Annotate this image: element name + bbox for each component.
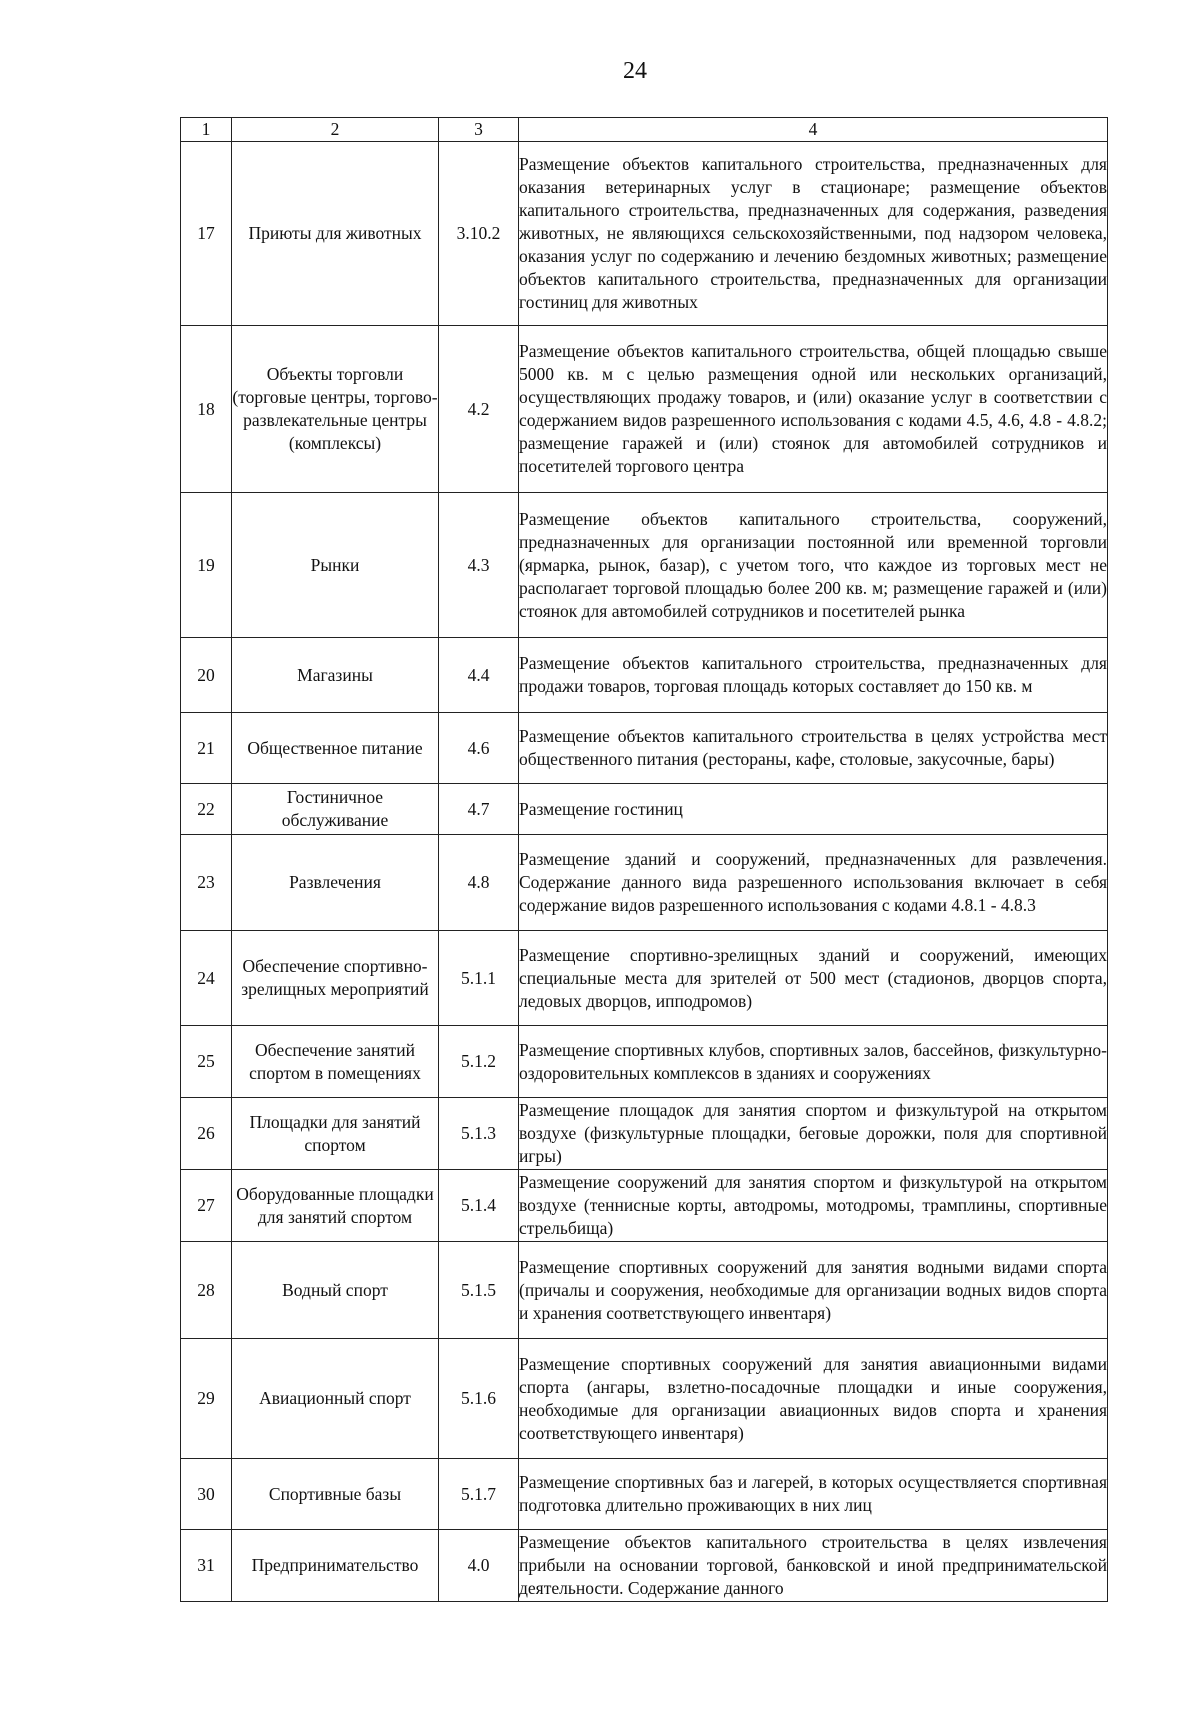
column-header: 1 — [181, 118, 232, 142]
use-code: 5.1.3 — [439, 1098, 519, 1170]
row-number: 25 — [181, 1026, 232, 1098]
land-use-table — [180, 117, 1108, 1602]
use-code: 5.1.7 — [439, 1459, 519, 1530]
row-number: 20 — [181, 638, 232, 713]
row-number: 17 — [181, 142, 232, 326]
table-row — [181, 1026, 1108, 1098]
row-number: 26 — [181, 1098, 232, 1170]
row-number: 24 — [181, 931, 232, 1026]
use-description: Размещение объектов капитального строительства, общей площадью свыше 5000 кв. м с целью размещения одной или нескольких организаций, осуществляющих продажу товаров, и (или) оказание услуг в соответствии с содержанием видов разрешенного использования с кодами 4.5, 4.6, 4.8 - 4.8.2; размещение гаражей и (или) стоянок для автомобилей сотрудников и посетителей торгового центра — [519, 326, 1108, 493]
table-row — [181, 493, 1108, 638]
row-number: 18 — [181, 326, 232, 493]
use-code: 4.7 — [439, 784, 519, 835]
use-name: Рынки — [232, 493, 439, 638]
use-code: 4.0 — [439, 1530, 519, 1602]
use-description: Размещение объектов капитального строительства, сооружений, предназначенных для организации постоянной или временной торговли (ярмарка, рынок, базар), с учетом того, что каждое из торговых мест не располагает торговой площадью более 200 кв. м; размещение гаражей и (или) стоянок для автомобилей сотрудников и посетителей рынка — [519, 493, 1108, 638]
use-code: 5.1.4 — [439, 1170, 519, 1242]
use-name: Предпринимательство — [232, 1530, 439, 1602]
table-row — [181, 1170, 1108, 1242]
use-name: Магазины — [232, 638, 439, 713]
use-name: Спортивные базы — [232, 1459, 439, 1530]
use-name: Оборудованные площадки для занятий спортом — [232, 1170, 439, 1242]
use-description: Размещение объектов капитального строительства в целях извлечения прибыли на основании торговой, банковской и иной предпринимательской деятельности. Содержание данного — [519, 1530, 1108, 1602]
use-code: 4.4 — [439, 638, 519, 713]
table-row — [181, 713, 1108, 784]
row-number: 27 — [181, 1170, 232, 1242]
table-row — [181, 1242, 1108, 1339]
use-code: 4.3 — [439, 493, 519, 638]
use-description: Размещение спортивно-зрелищных зданий и сооружений, имеющих специальные места для зрителей от 500 мест (стадионов, дворцов спорта, ледовых дворцов, ипподромов) — [519, 931, 1108, 1026]
use-description: Размещение спортивных сооружений для занятия авиационными видами спорта (ангары, взлетно-посадочные площадки и иные сооружения, необходимые для организации авиационных видов спорта и хранения соответствующего инвентаря) — [519, 1339, 1108, 1459]
use-description: Размещение гостиниц — [519, 784, 1108, 835]
use-name: Гостиничное обслуживание — [232, 784, 439, 835]
row-number: 23 — [181, 835, 232, 931]
use-name: Водный спорт — [232, 1242, 439, 1339]
use-code: 5.1.5 — [439, 1242, 519, 1339]
row-number: 19 — [181, 493, 232, 638]
use-name: Приюты для животных — [232, 142, 439, 326]
use-name: Развлечения — [232, 835, 439, 931]
use-code: 3.10.2 — [439, 142, 519, 326]
use-name: Обеспечение спортивно-зрелищных мероприятий — [232, 931, 439, 1026]
table-row — [181, 835, 1108, 931]
use-code: 5.1.2 — [439, 1026, 519, 1098]
column-header: 4 — [519, 118, 1108, 142]
column-header: 3 — [439, 118, 519, 142]
table-row — [181, 142, 1108, 326]
use-code: 4.6 — [439, 713, 519, 784]
table-row — [181, 326, 1108, 493]
table-row — [181, 784, 1108, 835]
use-name: Общественное питание — [232, 713, 439, 784]
use-name: Обеспечение занятий спортом в помещениях — [232, 1026, 439, 1098]
table-header-row — [181, 118, 1108, 142]
table-row — [181, 638, 1108, 713]
use-name: Авиационный спорт — [232, 1339, 439, 1459]
row-number: 22 — [181, 784, 232, 835]
use-description: Размещение спортивных сооружений для занятия водными видами спорта (причалы и сооружения, необходимые для организации водных видов спорта и хранения соответствующего инвентаря) — [519, 1242, 1108, 1339]
column-header: 2 — [232, 118, 439, 142]
table-row — [181, 1459, 1108, 1530]
table-row — [181, 931, 1108, 1026]
use-description: Размещение спортивных баз и лагерей, в которых осуществляется спортивная подготовка длительно проживающих в них лиц — [519, 1459, 1108, 1530]
use-description: Размещение зданий и сооружений, предназначенных для развлечения. Содержание данного вида разрешенного использования включает в себя содержание видов разрешенного использования с кодами 4.8.1 - 4.8.3 — [519, 835, 1108, 931]
use-code: 5.1.6 — [439, 1339, 519, 1459]
use-name: Объекты торговли (торговые центры, торгово-развлекательные центры (комплексы) — [232, 326, 439, 493]
row-number: 30 — [181, 1459, 232, 1530]
row-number: 28 — [181, 1242, 232, 1339]
use-description: Размещение объектов капитального строительства в целях устройства мест общественного питания (рестораны, кафе, столовые, закусочные, бары) — [519, 713, 1108, 784]
row-number: 29 — [181, 1339, 232, 1459]
use-name: Площадки для занятий спортом — [232, 1098, 439, 1170]
use-description: Размещение сооружений для занятия спортом и физкультурой на открытом воздухе (теннисные корты, автодромы, мотодромы, трамплины, спортивные стрельбища) — [519, 1170, 1108, 1242]
use-code: 5.1.1 — [439, 931, 519, 1026]
use-code: 4.8 — [439, 835, 519, 931]
use-description: Размещение объектов капитального строительства, предназначенных для продажи товаров, торговая площадь которых составляет до 150 кв. м — [519, 638, 1108, 713]
table-row — [181, 1339, 1108, 1459]
use-description: Размещение спортивных клубов, спортивных залов, бассейнов, физкультурно-оздоровительных комплексов в зданиях и сооружениях — [519, 1026, 1108, 1098]
row-number: 31 — [181, 1530, 232, 1602]
use-code: 4.2 — [439, 326, 519, 493]
page-number: 24 — [623, 58, 647, 84]
table-row — [181, 1098, 1108, 1170]
row-number: 21 — [181, 713, 232, 784]
table-row — [181, 1530, 1108, 1602]
use-description: Размещение объектов капитального строительства, предназначенных для оказания ветеринарных услуг в стационаре; размещение объектов капитального строительства, предназначенных для содержания, разведения животных, не являющихся сельскохозяйственными, под надзором человека, оказания услуг по содержанию и лечению бездомных животных; размещение объектов капитального строительства, предназначенных для организации гостиниц для животных — [519, 142, 1108, 326]
use-description: Размещение площадок для занятия спортом и физкультурой на открытом воздухе (физкультурные площадки, беговые дорожки, поля для спортивной игры) — [519, 1098, 1108, 1170]
